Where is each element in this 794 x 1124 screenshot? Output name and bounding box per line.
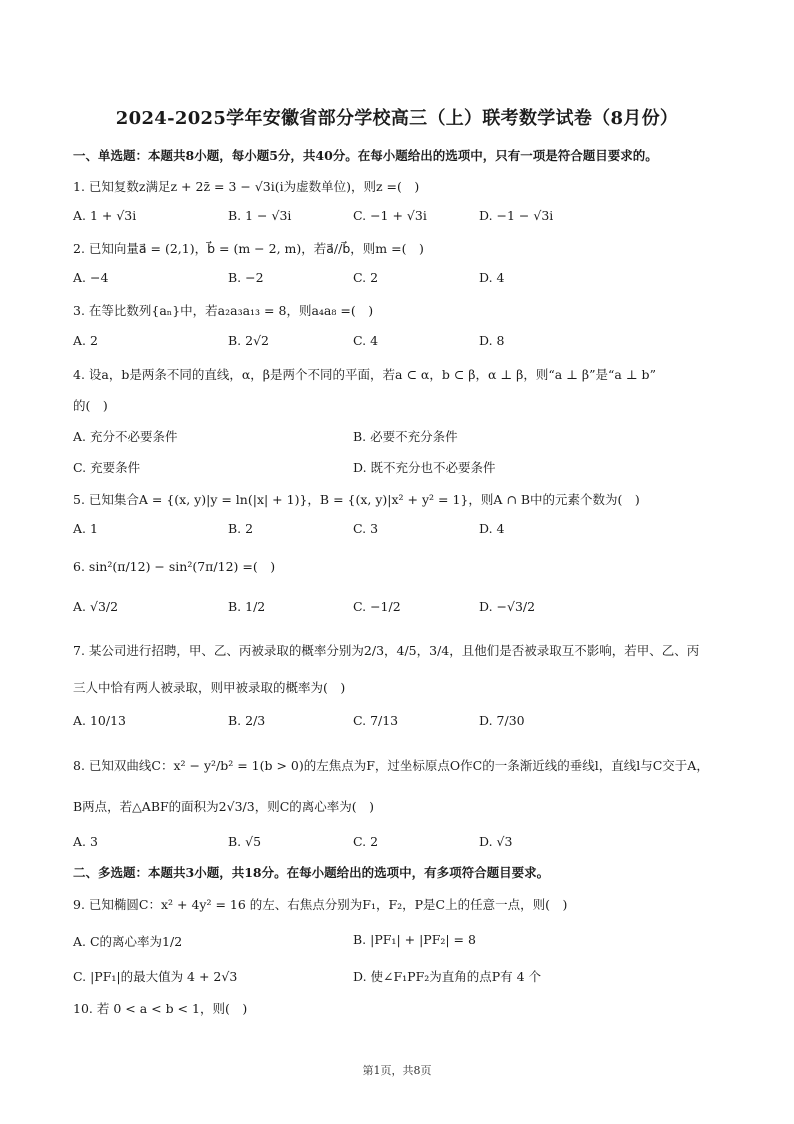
option-d: D. 既不充分也不必要条件 <box>353 460 496 475</box>
option-b: B. √5 <box>228 834 262 849</box>
question-9-stem: 9. 已知椭圆C：x² + 4y² = 16 的左、右焦点分别为F₁，F₂，P是C上的任意一点，则( ) <box>73 897 568 912</box>
question-2-stem: 2. 已知向量a⃗ = (2,1)，b⃗ = (m − 2, m)，若a⃗//b⃗，则m =( ) <box>73 241 424 256</box>
question-4-stem: 4. 设a，b是两条不同的直线，α，β是两个不同的平面，若a ⊂ α，b ⊂ β，α ⊥ β，则“a ⊥ β”是“a ⊥ b” <box>73 367 656 382</box>
question-1-options <box>73 208 733 230</box>
option-c: C. −1/2 <box>353 599 401 614</box>
option-c: C. 4 <box>353 333 379 348</box>
option-b: B. 1 − √3i <box>228 208 292 223</box>
option-c: C. −1 + √3i <box>353 208 427 223</box>
option-a: A. 充分不必要条件 <box>73 429 178 444</box>
question-4-options-row2 <box>73 458 733 480</box>
option-d: D. √3 <box>479 834 513 849</box>
question-8-stem: 8. 已知双曲线C：x² − y²/b² = 1(b > 0)的左焦点为F，过坐标原点O作C的一条渐近线的垂线l，直线l与C交于A， <box>73 758 709 773</box>
option-d: D. 使∠F₁PF₂为直角的点P有 4 个 <box>353 969 542 984</box>
option-d: D. 4 <box>479 521 505 536</box>
option-d: D. 8 <box>479 333 505 348</box>
question-5-options <box>73 521 733 543</box>
question-8-options <box>73 834 733 856</box>
option-c: C. |PF₁|的最大值为 4 + 2√3 <box>73 969 238 984</box>
option-a: A. 3 <box>73 834 98 849</box>
option-a: A. 2 <box>73 333 98 348</box>
option-b: B. −2 <box>228 270 264 285</box>
question-4-stem-cont: 的( ) <box>73 398 108 413</box>
question-5-stem: 5. 已知集合A = {(x, y)|y = ln(|x| + 1)}，B = {(x, y)|x² + y² = 1}，则A ∩ B中的元素个数为( ) <box>73 492 640 507</box>
option-d: D. −√3/2 <box>479 599 536 614</box>
option-a: A. C的离心率为1/2 <box>73 934 183 949</box>
question-9-options-row2 <box>73 967 733 989</box>
option-b: B. 1/2 <box>228 599 266 614</box>
question-9-options-row1 <box>73 932 733 954</box>
option-a: A. 1 + √3i <box>73 208 137 223</box>
question-7-options <box>73 713 733 735</box>
question-1-stem: 1. 已知复数z满足z + 2z̄ = 3 − √3i(i为虚数单位)，则z =( ) <box>73 179 420 194</box>
option-c: C. 2 <box>353 270 379 285</box>
option-b: B. 必要不充分条件 <box>353 429 458 444</box>
question-2-options <box>73 270 733 292</box>
option-a: A. √3/2 <box>73 599 119 614</box>
option-b: B. 2 <box>228 521 254 536</box>
option-d: D. 4 <box>479 270 505 285</box>
option-a: A. 10/13 <box>73 713 126 728</box>
option-a: A. −4 <box>73 270 109 285</box>
option-b: B. 2√2 <box>228 333 270 348</box>
option-c: C. 2 <box>353 834 379 849</box>
question-3-stem: 3. 在等比数列{aₙ}中，若a₂a₃a₁₃ = 8，则a₄a₈ =( ) <box>73 303 374 318</box>
option-d: D. −1 − √3i <box>479 208 554 223</box>
option-b: B. 2/3 <box>228 713 266 728</box>
option-a: A. 1 <box>73 521 98 536</box>
question-6-stem: 6. sin²(π/12) − sin²(7π/12) =( ) <box>73 559 276 574</box>
page-number-footer: 第1页，共8页 <box>362 1064 432 1077</box>
question-10-stem: 10. 若 0 < a < b < 1，则( ) <box>73 1001 248 1016</box>
question-7-stem: 7. 某公司进行招聘，甲、乙、丙被录取的概率分别为2/3，4/5，3/4，且他们是否被录取互不影响，若甲、乙、丙 <box>73 643 700 658</box>
question-7-stem-cont: 三人中恰有两人被录取，则甲被录取的概率为( ) <box>73 680 346 695</box>
section-heading-single-choice: 一、单选题：本题共8小题，每小题5分，共40分。在每小题给出的选项中，只有一项是符合题目要求的。 <box>73 148 658 163</box>
option-c: C. 充要条件 <box>73 460 141 475</box>
option-c: C. 7/13 <box>353 713 399 728</box>
page-title: 2024-2025学年安徽省部分学校高三（上）联考数学试卷（8月份） <box>115 108 679 129</box>
section-heading-multi-choice: 二、多选题：本题共3小题，共18分。在每小题给出的选项中，有多项符合题目要求。 <box>73 865 550 880</box>
question-3-options <box>73 333 733 355</box>
question-6-options <box>73 599 733 621</box>
option-c: C. 3 <box>353 521 379 536</box>
question-4-options-row1 <box>73 427 733 449</box>
option-b: B. |PF₁| + |PF₂| = 8 <box>353 932 476 947</box>
option-d: D. 7/30 <box>479 713 525 728</box>
question-8-stem-cont: B两点，若△ABF的面积为2√3/3，则C的离心率为( ) <box>73 799 375 814</box>
